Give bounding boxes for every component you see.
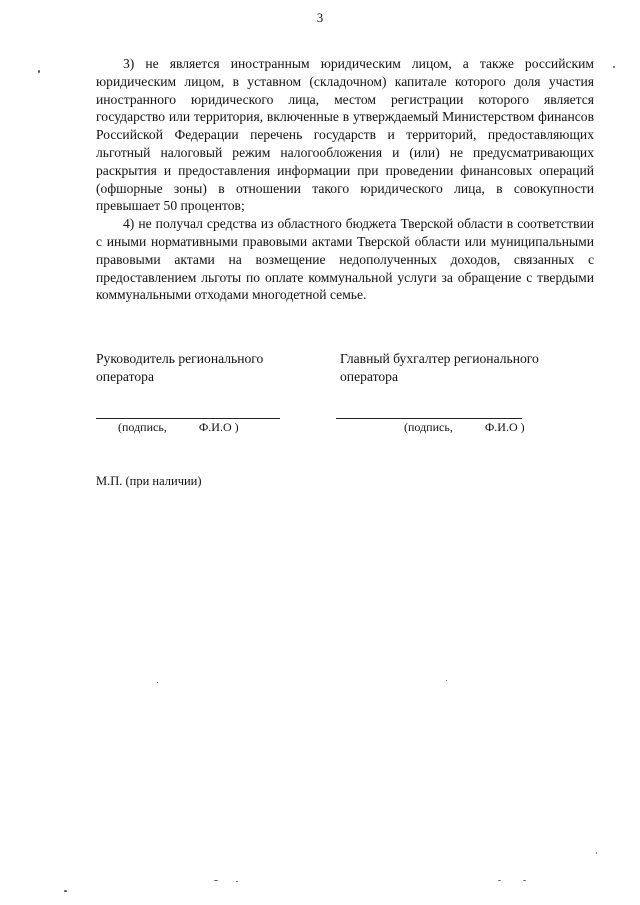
scan-speck [523,880,526,881]
signature-title-accountant: Главный бухгалтер регионального оператора [340,351,539,384]
scan-speck [214,880,218,881]
scan-speck [64,890,67,892]
signature-caption-director [118,420,239,434]
scan-speck [38,70,40,73]
caption-name-label: Ф.И.О ) [198,420,239,434]
signature-caption-accountant [404,420,525,434]
scan-speck [157,682,158,683]
signature-title-director: Руководитель регионального оператора [96,351,264,384]
signature-line-accountant [336,418,522,419]
page-number: 3 [316,10,324,25]
document-body [96,55,594,304]
caption-signature-label: (подпись, [404,420,453,434]
caption-name-label: Ф.И.О ) [484,420,525,434]
scan-speck [596,852,597,854]
caption-signature-label: (подпись, [118,420,167,434]
scan-speck [613,66,615,68]
scan-speck [446,680,447,681]
scan-speck [498,880,501,881]
stamp-note: М.П. (при наличии) [96,474,202,488]
scan-speck [236,881,238,882]
paragraph-item-3: 3) не является иностранным юридическим лицом, а также российским юридическим лицом, в уставном (складочном) капитале которого доля участия иностранного юридического лица, местом регистрации которого является государство или территория, включенные в утверждаемый Министерством финансов Российской Федерации перечень государств и территорий, предоставляющих льготный налоговый режим налогообложения и (или) не предусматривающих раскрытия и предоставления информации при проведении финансовых операций (офшорные зоны) в отношении такого юридического лица, в совокупности превышает 50 процентов; [96,56,594,214]
paragraph-item-4: 4) не получал средства из областного бюджета Тверской области в соответствии с иными нормативными правовыми актами Тверской области или муниципальными правовыми актами на возмещение недополученных доходов, связанных с предоставлением льготы по оплате коммунальной услуги за обращение с твердыми коммунальными отходами многодетной семье. [96,216,594,303]
signature-line-director [96,418,280,419]
